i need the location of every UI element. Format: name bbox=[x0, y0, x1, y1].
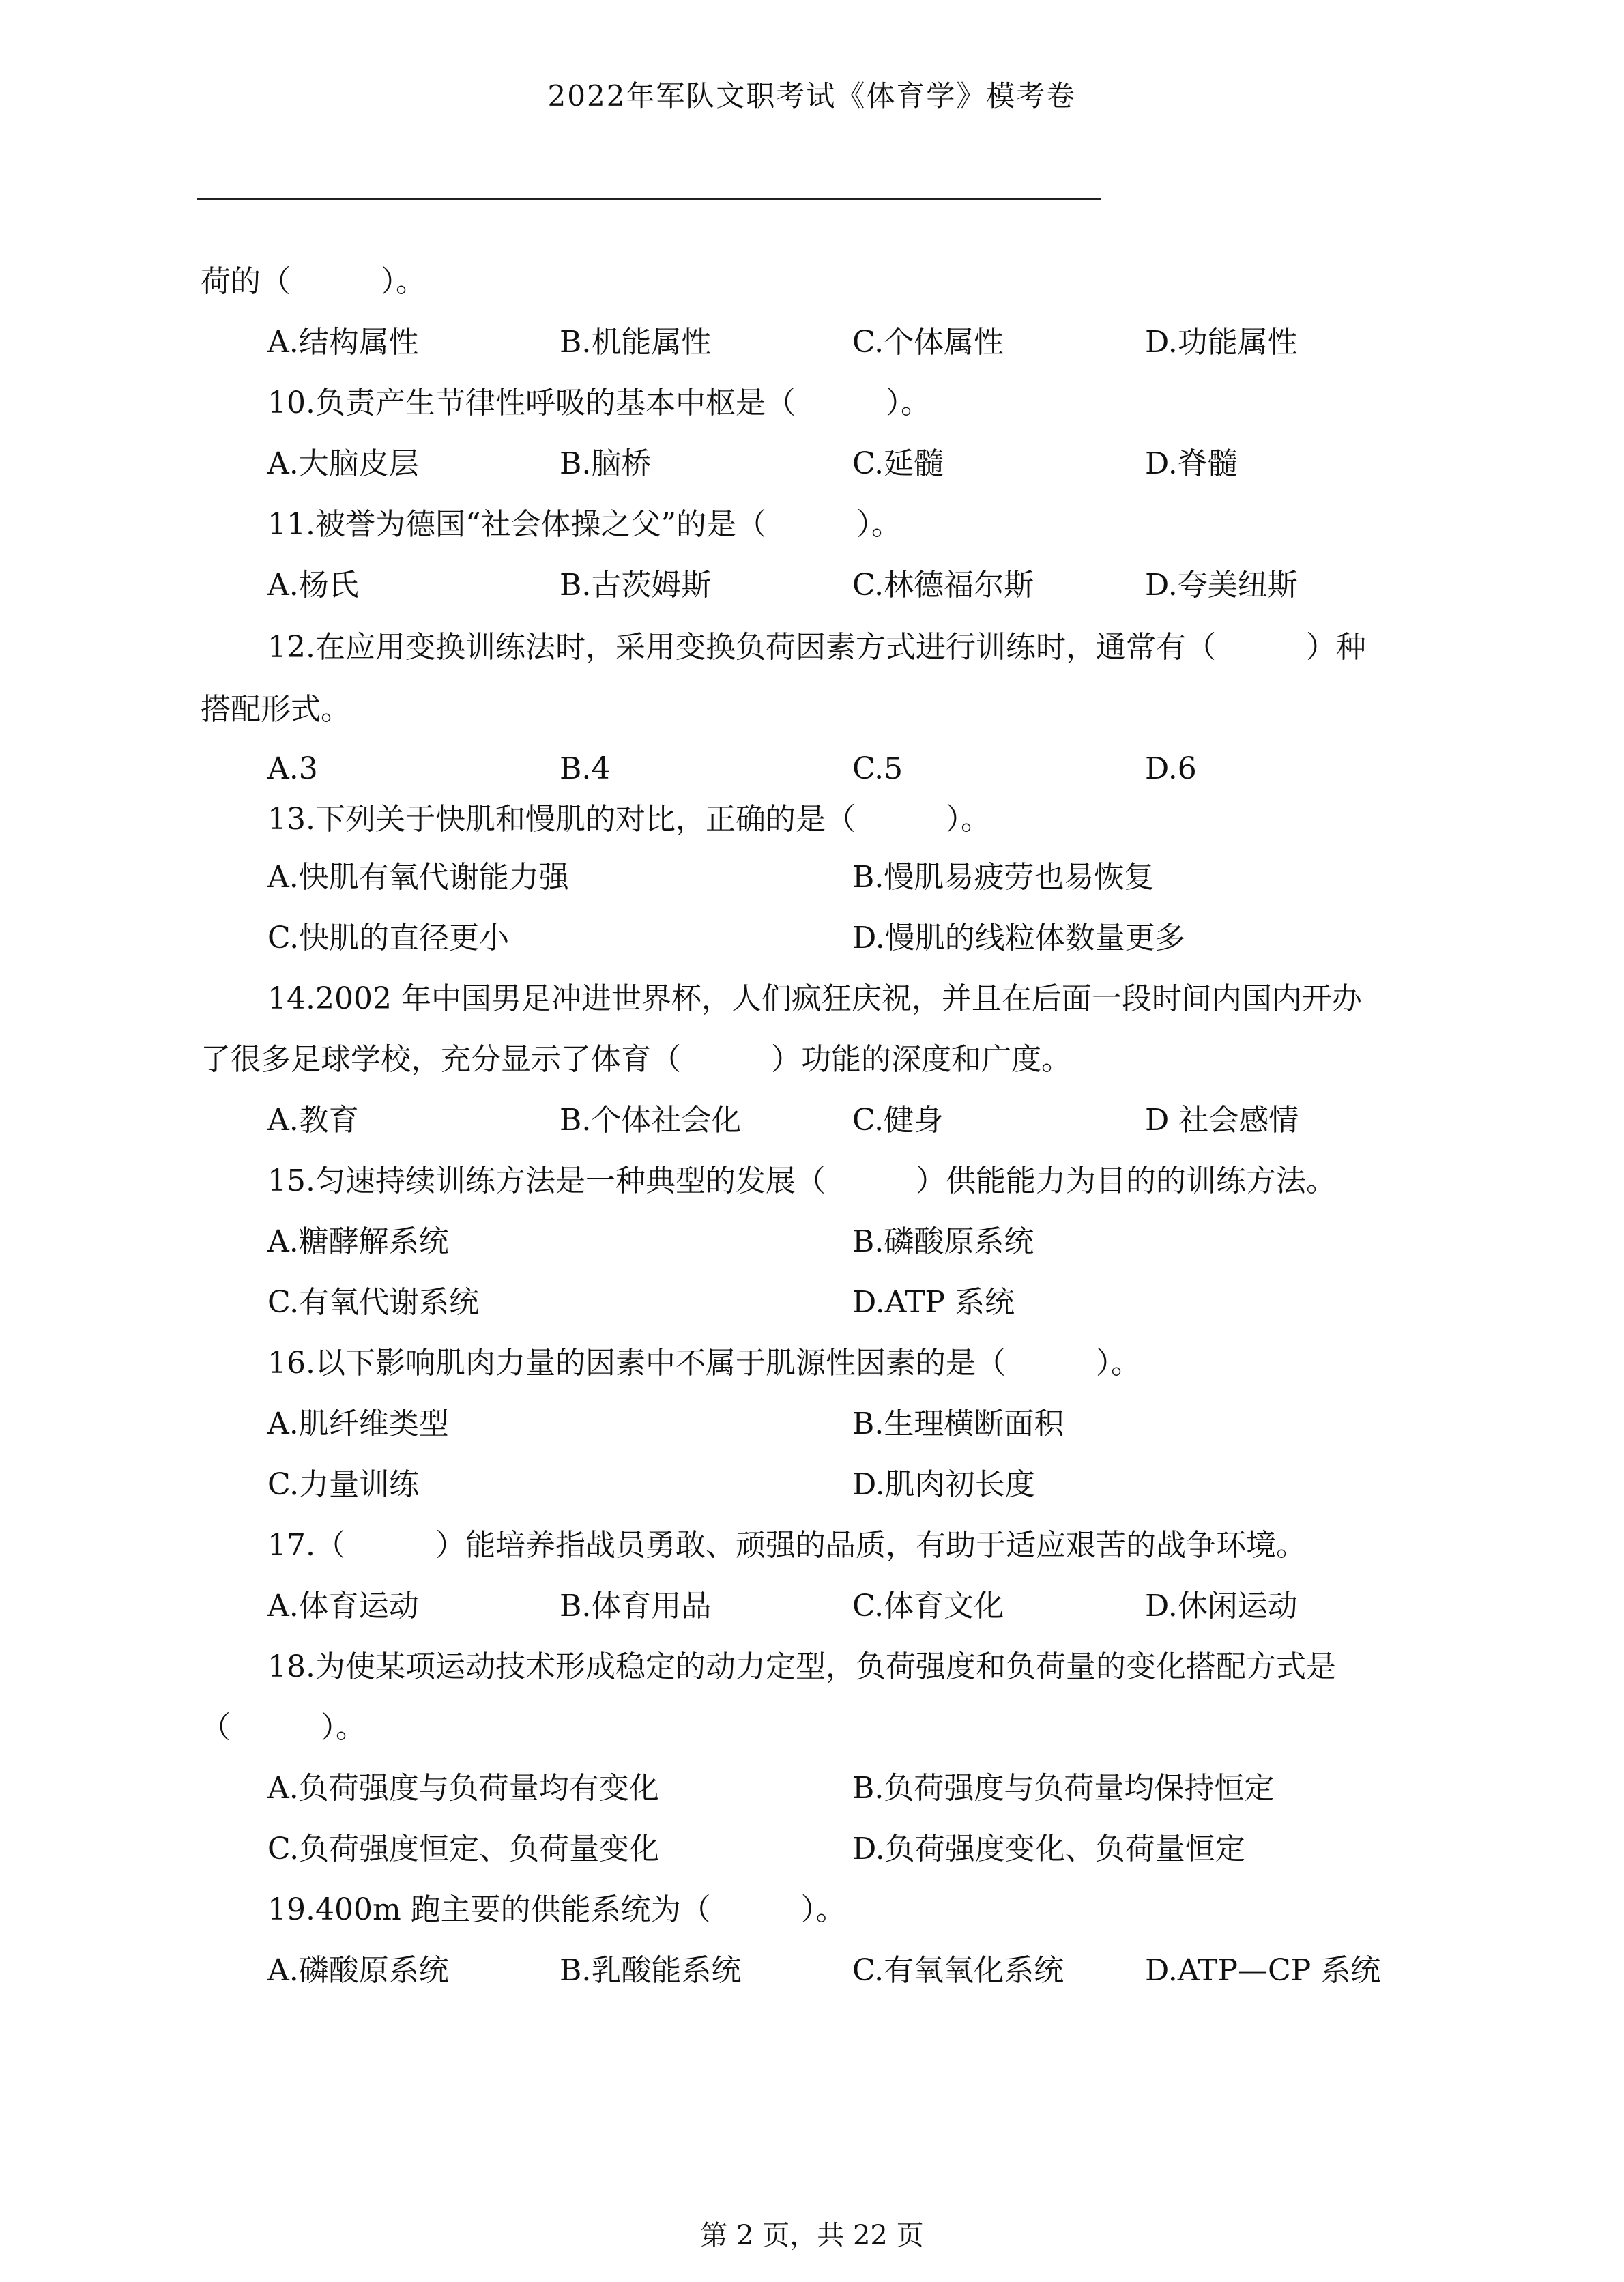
option-a: A.教育 bbox=[267, 1103, 359, 1138]
option-d: D.ATP—CP 系统 bbox=[1145, 1953, 1381, 1988]
question-text: 了很多足球学校，充分显示了体育（ ）功能的深度和广度。 bbox=[201, 1042, 1071, 1077]
question-text: 11.被誉为德国“社会体操之父”的是（ ）。 bbox=[267, 507, 901, 542]
question-text: （ ）。 bbox=[201, 1710, 366, 1745]
question-text: 18.为使某项运动技术形成稳定的动力定型，负荷强度和负荷量的变化搭配方式是 bbox=[267, 1649, 1336, 1684]
question-text: 16.以下影响肌肉力量的因素中不属于肌源性因素的是（ ）。 bbox=[267, 1346, 1141, 1381]
option-a: A.磷酸原系统 bbox=[267, 1953, 449, 1988]
option-b: B.脑桥 bbox=[560, 446, 652, 481]
option-d: D.肌肉初长度 bbox=[852, 1467, 1035, 1502]
option-b: B.乳酸能系统 bbox=[560, 1953, 742, 1988]
option-a: A.杨氏 bbox=[267, 568, 359, 603]
question-text: 14.2002 年中国男足冲进世界杯，人们疯狂庆祝，并且在后面一段时间内国内开办 bbox=[267, 981, 1362, 1016]
option-d: D.夸美纽斯 bbox=[1145, 568, 1298, 603]
option-d: D.6 bbox=[1145, 751, 1197, 786]
option-b: B.负荷强度与负荷量均保持恒定 bbox=[852, 1771, 1275, 1806]
question-text: 15.匀速持续训练方法是一种典型的发展（ ）供能能力为目的的训练方法。 bbox=[267, 1164, 1336, 1198]
option-c: C.快肌的直径更小 bbox=[267, 921, 510, 955]
option-a: A.3 bbox=[267, 751, 318, 786]
option-a: A.肌纤维类型 bbox=[267, 1406, 449, 1441]
option-c: C.体育文化 bbox=[852, 1589, 1004, 1623]
option-b: B.个体社会化 bbox=[560, 1103, 742, 1138]
option-c: C.力量训练 bbox=[267, 1467, 420, 1502]
option-a: A.快肌有氧代谢能力强 bbox=[267, 860, 569, 895]
header-divider bbox=[197, 198, 1101, 200]
option-a: A.负荷强度与负荷量均有变化 bbox=[267, 1771, 659, 1806]
option-a: A.结构属性 bbox=[267, 325, 419, 360]
option-d: D.慢肌的线粒体数量更多 bbox=[852, 921, 1185, 955]
question-text: 12.在应用变换训练法时，采用变换负荷因素方式进行训练时，通常有（ ）种 bbox=[267, 630, 1366, 665]
option-d: D.ATP 系统 bbox=[852, 1285, 1015, 1320]
question-text: 19.400m 跑主要的供能系统为（ ）。 bbox=[267, 1892, 846, 1927]
option-b: B.机能属性 bbox=[560, 325, 712, 360]
question-text: 搭配形式。 bbox=[201, 692, 351, 727]
page-footer: 第 2 页，共 22 页 bbox=[700, 2220, 924, 2251]
option-c: C.负荷强度恒定、负荷量变化 bbox=[267, 1832, 660, 1866]
question-text: 荷的（ ）。 bbox=[201, 264, 426, 299]
option-c: C.延髓 bbox=[852, 446, 944, 481]
option-b: B.磷酸原系统 bbox=[852, 1224, 1034, 1259]
option-c: C.有氧代谢系统 bbox=[267, 1285, 480, 1320]
option-b: B.体育用品 bbox=[560, 1589, 712, 1623]
option-b: B.4 bbox=[560, 751, 611, 786]
option-d: D 社会感情 bbox=[1145, 1103, 1299, 1138]
option-c: C.个体属性 bbox=[852, 325, 1004, 360]
option-a: A.大脑皮层 bbox=[267, 446, 419, 481]
question-text: 13.下列关于快肌和慢肌的对比，正确的是（ ）。 bbox=[267, 802, 991, 837]
option-b: B.生理横断面积 bbox=[852, 1406, 1064, 1441]
option-d: D.功能属性 bbox=[1145, 325, 1298, 360]
option-b: B.慢肌易疲劳也易恢复 bbox=[852, 860, 1155, 895]
option-a: A.体育运动 bbox=[267, 1589, 419, 1623]
option-d: D.休闲运动 bbox=[1145, 1589, 1298, 1623]
option-b: B.古茨姆斯 bbox=[560, 568, 712, 603]
option-c: C.5 bbox=[852, 751, 903, 786]
option-c: C.林德福尔斯 bbox=[852, 568, 1034, 603]
question-text: 10.负责产生节律性呼吸的基本中枢是（ ）。 bbox=[267, 386, 931, 420]
question-text: 17.（ ）能培养指战员勇敢、顽强的品质，有助于适应艰苦的战争环境。 bbox=[267, 1528, 1306, 1563]
option-d: D.负荷强度变化、负荷量恒定 bbox=[852, 1832, 1245, 1866]
page-header-title: 2022年军队文职考试《体育学》模考卷 bbox=[547, 79, 1077, 113]
option-a: A.糖酵解系统 bbox=[267, 1224, 449, 1259]
option-d: D.脊髓 bbox=[1145, 446, 1238, 481]
option-c: C.有氧氧化系统 bbox=[852, 1953, 1064, 1988]
option-c: C.健身 bbox=[852, 1103, 944, 1138]
